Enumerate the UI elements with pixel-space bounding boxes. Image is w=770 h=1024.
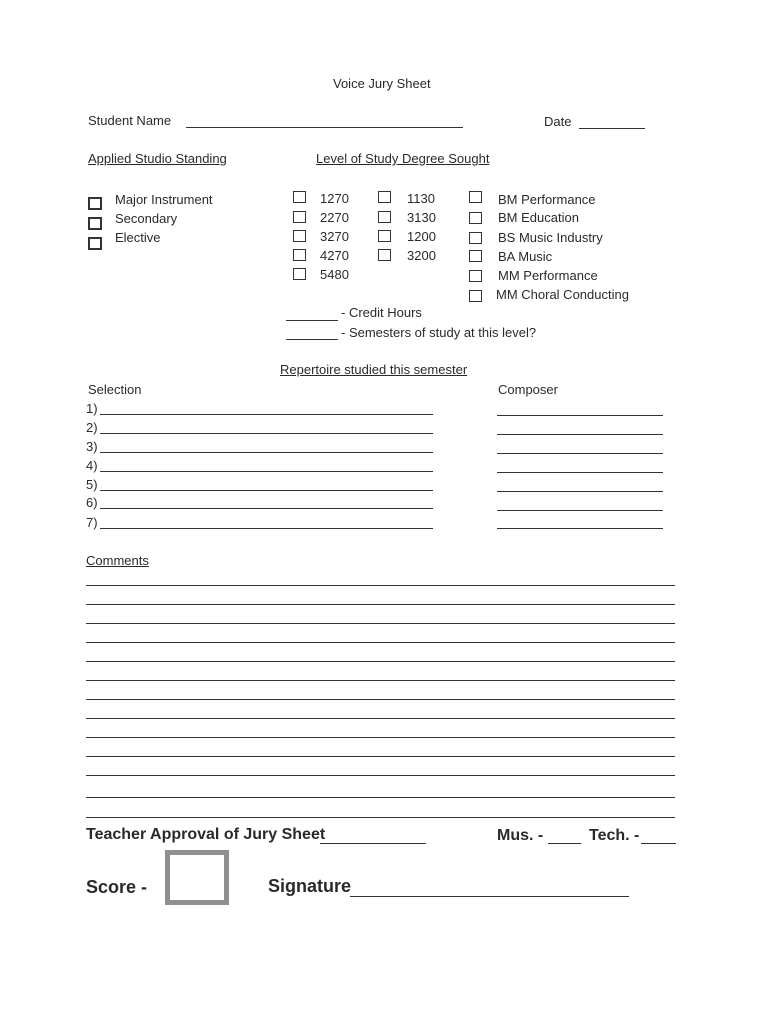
composer-field-2[interactable] [497,434,663,435]
tech-score-field[interactable] [641,843,676,844]
bm-performance-label: BM Performance [498,192,596,207]
course-4270-checkbox[interactable] [293,249,306,261]
comment-line-4[interactable] [86,642,675,643]
credit-hours-field[interactable] [286,320,338,321]
mus-score-field[interactable] [548,843,581,844]
course-1270-checkbox[interactable] [293,191,306,203]
semesters-field[interactable] [286,339,338,340]
signature-label: Signature [268,876,352,896]
credit-hours-label: - Credit Hours [341,305,422,320]
course-1200-label: 1200 [407,229,436,244]
selection-number: 1) [86,401,98,416]
student-name-field[interactable] [186,127,463,128]
comment-line-11[interactable] [86,775,675,776]
level-of-study-heading: Level of Study Degree Sought [316,151,490,166]
mus-label: Mus. - [497,827,544,844]
composer-field-5[interactable] [497,491,663,492]
selection-number: 5) [86,477,98,492]
repertoire-heading: Repertoire studied this semester [280,362,468,377]
course-5480-label: 5480 [320,267,349,282]
composer-field-7[interactable] [497,528,663,529]
selection-number: 3) [86,439,98,454]
mm-choral-conducting-checkbox[interactable] [469,290,482,302]
course-5480-checkbox[interactable] [293,268,306,280]
ba-music-checkbox[interactable] [469,250,482,262]
selection-label: Selection [88,382,142,397]
mm-performance-checkbox[interactable] [469,270,482,282]
comment-line-12[interactable] [86,797,675,798]
course-3200-label: 3200 [407,248,436,263]
date-label: Date [544,114,572,129]
comment-line-3[interactable] [86,623,675,624]
selection-field-6[interactable] [100,508,433,509]
mm-choral-conducting-label: MM Choral Conducting [496,287,629,302]
selection-field-3[interactable] [100,452,433,453]
bs-music-industry-checkbox[interactable] [469,232,482,244]
course-3270-checkbox[interactable] [293,230,306,242]
selection-field-1[interactable] [100,414,433,415]
comments-heading: Comments [86,553,149,568]
course-1200-checkbox[interactable] [378,230,391,242]
page-title: Voice Jury Sheet [333,76,431,91]
composer-field-1[interactable] [497,415,663,416]
comment-line-10[interactable] [86,756,675,757]
course-3130-label: 3130 [407,210,436,225]
selection-field-5[interactable] [100,490,433,491]
course-3200-checkbox[interactable] [378,249,391,261]
bs-music-industry-label: BS Music Industry [498,230,603,245]
major-instrument-label: Major Instrument [115,192,213,207]
composer-label: Composer [498,382,558,397]
student-name-label: Student Name [88,113,172,128]
course-3270-label: 3270 [320,229,349,244]
semesters-label: - Semesters of study at this level? [341,325,537,340]
course-1130-checkbox[interactable] [378,191,391,203]
elective-checkbox[interactable] [88,237,102,250]
selection-number: 7) [86,515,98,530]
selection-field-2[interactable] [100,433,433,434]
comment-line-5[interactable] [86,661,675,662]
course-1270-label: 1270 [320,191,349,206]
comment-line-2[interactable] [86,604,675,605]
ba-music-label: BA Music [498,249,553,264]
signature-field[interactable] [350,896,629,897]
selection-field-4[interactable] [100,471,433,472]
comment-line-7[interactable] [86,699,675,700]
bm-performance-checkbox[interactable] [469,191,482,203]
teacher-approval-field[interactable] [320,843,426,844]
comment-line-6[interactable] [86,680,675,681]
comment-line-9[interactable] [86,737,675,738]
teacher-approval-label: Teacher Approval of Jury Sheet [86,826,326,843]
date-field[interactable] [579,128,645,129]
course-2270-label: 2270 [320,210,349,225]
mm-performance-label: MM Performance [498,268,598,283]
secondary-checkbox[interactable] [88,217,102,230]
course-2270-checkbox[interactable] [293,211,306,223]
course-1130-label: 1130 [407,191,435,206]
composer-field-4[interactable] [497,472,663,473]
score-box[interactable] [165,850,229,905]
bm-education-checkbox[interactable] [469,212,482,224]
selection-number: 6) [86,495,98,510]
bm-education-label: BM Education [498,210,579,225]
score-label: Score - [86,877,148,897]
course-3130-checkbox[interactable] [378,211,391,223]
comment-line-13[interactable] [86,817,675,818]
secondary-label: Secondary [115,211,178,226]
selection-number: 2) [86,420,98,435]
major-instrument-checkbox[interactable] [88,197,102,210]
course-4270-label: 4270 [320,248,349,263]
selection-field-7[interactable] [100,528,433,529]
composer-field-6[interactable] [497,510,663,511]
selection-number: 4) [86,458,98,473]
tech-label: Tech. - [589,827,640,844]
applied-studio-heading: Applied Studio Standing [88,151,227,166]
comment-line-8[interactable] [86,718,675,719]
composer-field-3[interactable] [497,453,663,454]
elective-label: Elective [115,230,161,245]
comment-line-1[interactable] [86,585,675,586]
